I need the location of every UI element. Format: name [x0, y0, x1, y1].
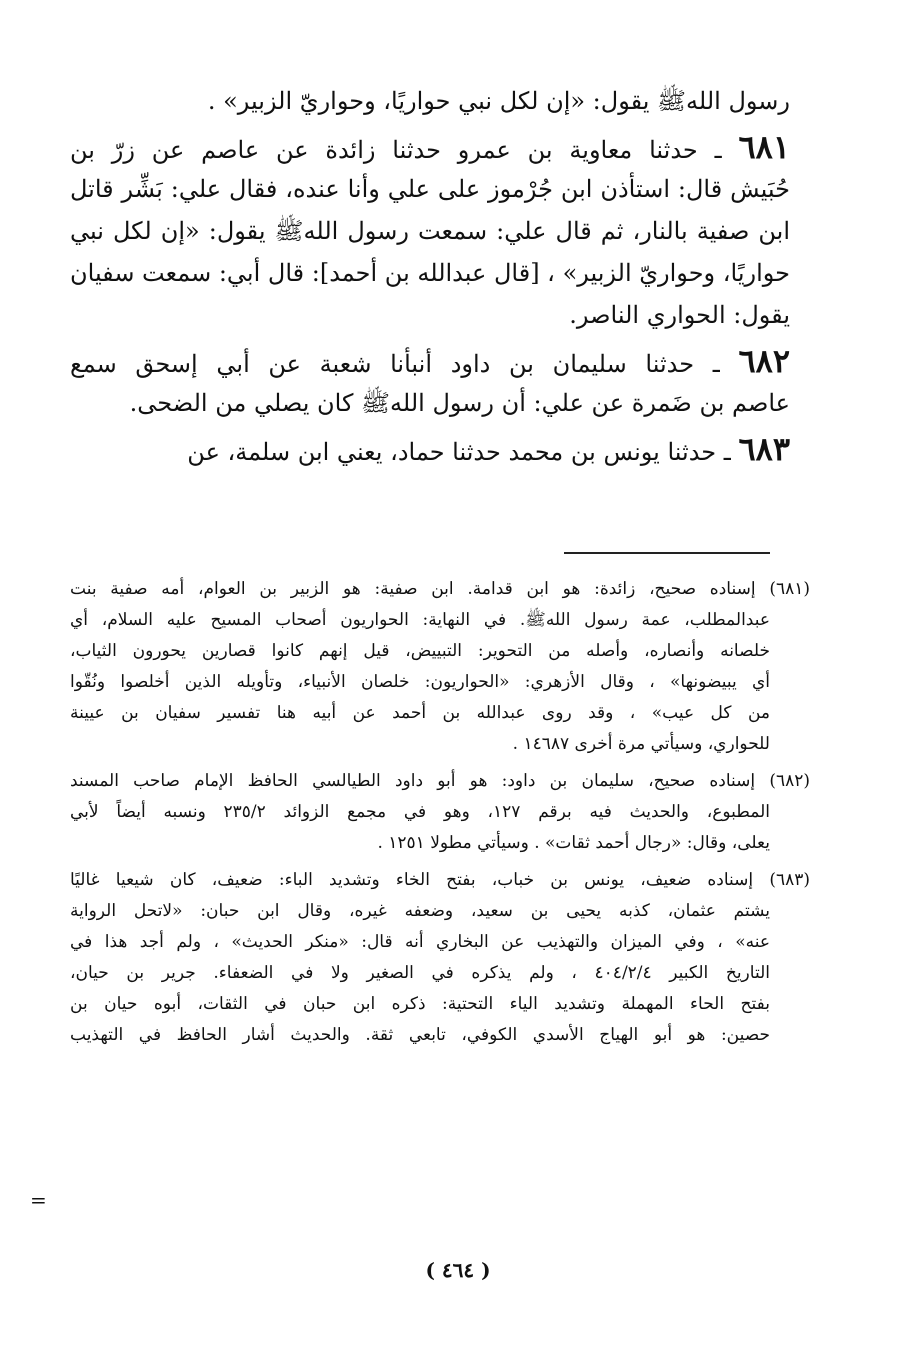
footnote-683 [70, 865, 810, 1051]
hadith-line: ـ حدثنا معاوية بن عمرو حدثنا زائدة عن عاصم عن زرّ بن [70, 136, 722, 164]
footnote-681 [70, 574, 810, 760]
hadith-line: ابن صفية بالنار، ثم قال علي: سمعت رسول اللهﷺ يقول: «إن لكل نبي [70, 217, 790, 245]
hadith-line: حُبَيش قال: استأذن ابن جُرْموز على علي وأنا عنده، فقال علي: بَشِّر قاتل [70, 175, 790, 203]
hadith-number: ٦٨٣ [738, 430, 790, 468]
footnote-line: يشتم عثمان، كذبه يحيى بن سعيد، وضعفه غيره، وقال ابن حبان: «لاتحل الرواية [70, 901, 770, 921]
hadith-line: عاصم بن ضَمرة عن علي: أن رسول اللهﷺ كان يصلي من الضحى. [129, 389, 790, 417]
footnote-line: أي يبيضونها» ، وقال الأزهري: «الحواريون: خلصان الأنبياء، وتأويله الذين أخلصوا ونُقّوا [70, 672, 771, 692]
footnote-line: إسناده ضعيف، يونس بن خباب، بفتح الخاء وتشديد الباء: ضعيف، كان شيعيا غاليًا [70, 870, 754, 890]
footnote-682 [70, 766, 810, 859]
continuation-mark: = [30, 1188, 47, 1212]
footnote-line: إسناده صحيح، زائدة: هو ابن قدامة. ابن صفية: هو الزبير بن العوام، أمه صفية بنت [70, 579, 756, 599]
footnote-label: (٦٨١) [769, 579, 810, 599]
footnote-divider [564, 552, 770, 554]
hadith-683 [70, 428, 790, 470]
hadith-number: ٦٨٢ [738, 342, 790, 380]
footnote-line: يعلى، وقال: «رجال أحمد ثقات» . وسيأتي مطولا ١٢٥١ . [377, 833, 770, 853]
intro-line: رسول اللهﷺ يقول: «إن لكل نبي حواريًا، وحواريّ الزبير» . [207, 87, 790, 115]
footnote-line: عنه» ، وفي الميزان والتهذيب عن البخاري أنه قال: «منكر الحديث» ، ولم أجد هذا في [70, 932, 770, 952]
hadith-line: ـ حدثنا سليمان بن داود أنبأنا شعبة عن أبي إسحق سمع [70, 350, 720, 378]
page-number: ( ٤٦٤ ) [425, 1258, 491, 1282]
footnote-line: إسناده صحيح، سليمان بن داود: هو أبو داود الطيالسي الحافظ الإمام صاحب المسند [70, 771, 756, 791]
footnote-line: التاريخ الكبير ٤٠٤/٢/٤ ، ولم يذكره في الصغير ولا في الضعفاء. جرير بن حيان، [70, 963, 770, 983]
footnote-line: المطبوع، والحديث فيه برقم ١٢٧، وهو في مجمع الزوائد ٢٣٥/٢ ونسبه أيضاً لأبي [70, 802, 770, 822]
footnote-line: عبدالمطلب، عمة رسول اللهﷺ. في النهاية: الحواريون أصحاب المسيح عليه السلام، أي [70, 610, 770, 630]
footnote-label: (٦٨٢) [769, 771, 810, 791]
hadith-line: يقول: الحواري الناصر. [569, 301, 790, 329]
footnote-line: من كل عيب» ، وقد روى عبدالله بن أحمد عن أبيه هنا تفسير سفيان بن عيينة [70, 703, 770, 723]
footnote-label: (٦٨٣) [769, 870, 810, 890]
footnotes [70, 574, 810, 1057]
footnote-line: خلصانه وأنصاره، وأصله من التحوير: التبييض، قيل إنهم كانوا قصارين يحورون الثياب، [70, 641, 770, 661]
footnote-line: بفتح الحاء المهملة وتشديد الياء التحتية: ذكره ابن حبان في الثقات، أبوه حيان بن [70, 994, 770, 1014]
main-text [70, 80, 790, 470]
hadith-line: ـ حدثنا يونس بن محمد حدثنا حماد، يعني ابن سلمة، عن [187, 438, 731, 466]
hadith-681 [70, 126, 790, 336]
footnote-line: للحواري، وسيأتي مرة أخرى ١٤٦٨٧ . [512, 734, 770, 754]
hadith-line: حواريًا، وحواريّ الزبير» ، [قال عبدالله بن أحمد]: قال أبي: سمعت سفيان [70, 259, 790, 287]
hadith-number: ٦٨١ [738, 128, 790, 166]
footnote-line: حصين: هو أبو الهياج الأسدي الكوفي، تابعي ثقة. والحديث أشار الحافظ في التهذيب [70, 1025, 770, 1045]
hadith-682 [70, 340, 790, 424]
